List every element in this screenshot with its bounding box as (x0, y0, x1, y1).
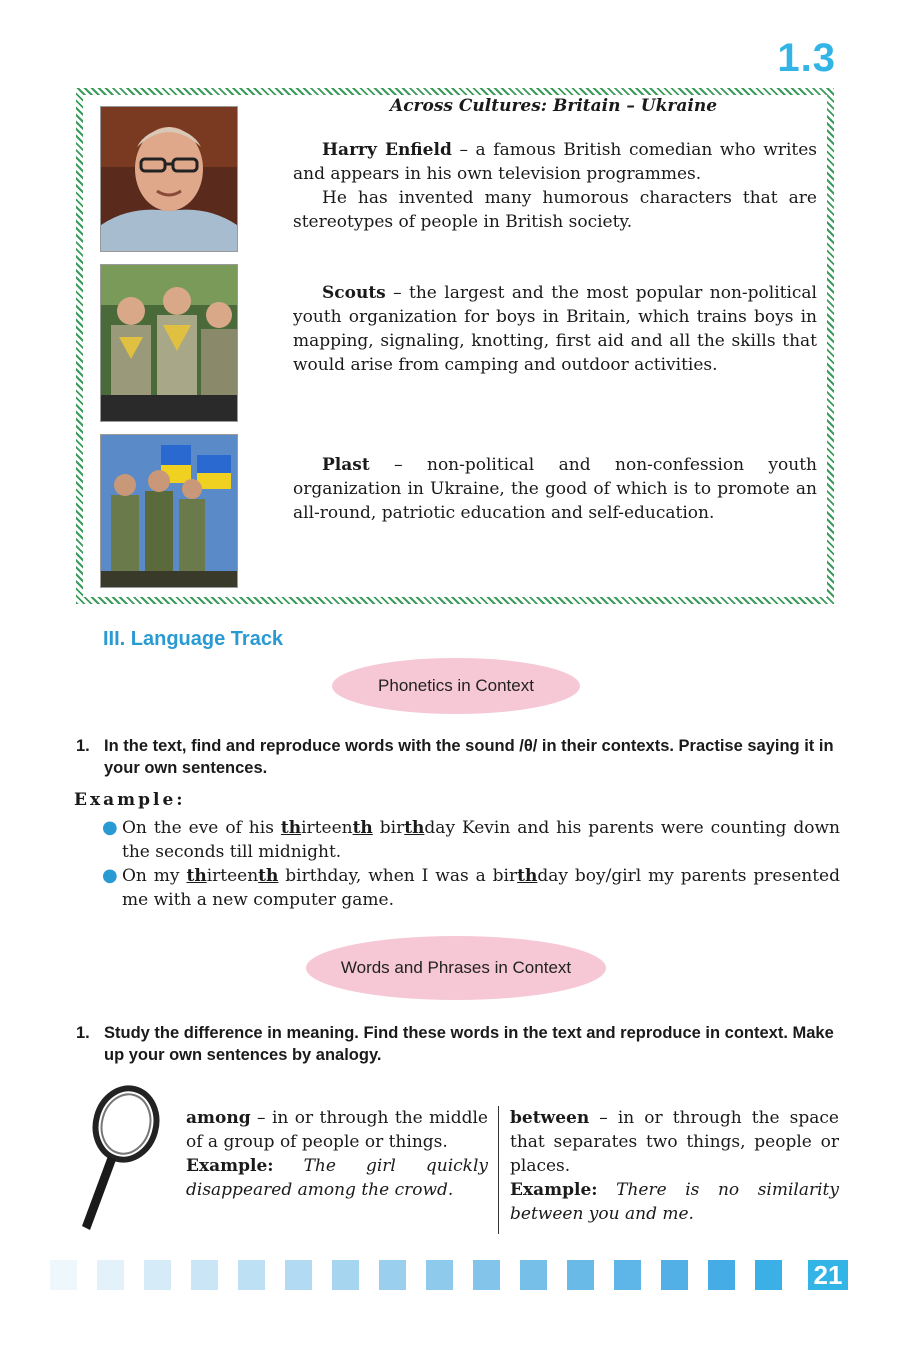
entry-definition-continued: He has invented many humorous characters that are stereotypes of people in British society. (293, 188, 817, 232)
def-example-label: Example: (510, 1180, 598, 1200)
bullet-icon: ● (102, 865, 118, 886)
scouts-photo (100, 264, 238, 422)
footer-square (426, 1260, 453, 1290)
entry-term: Harry Enfield (322, 140, 452, 160)
footer-square (567, 1260, 594, 1290)
column-divider (498, 1106, 499, 1234)
words-phrases-pill: Words and Phrases in Context (306, 936, 606, 1000)
box-title: Across Cultures: Britain – Ukraine (390, 96, 718, 116)
footer-square (191, 1260, 218, 1290)
task-text: In the text, find and reproduce words with the sound /θ/ in their contexts. Practise saying it in your own sentences. (104, 737, 834, 777)
magnifier-icon (72, 1080, 164, 1232)
def-example-label: Example: (186, 1156, 274, 1176)
entry-definition: – a famous British comedian who writes and appears in his own television programmes. (293, 140, 817, 184)
entry-harry-enfield (293, 138, 817, 234)
entry-term: Plast (322, 455, 370, 475)
def-example-text: There is no similarity between you and me. (510, 1180, 839, 1224)
task-number: 1. (76, 1024, 90, 1042)
bullet-text: On the eve of his thirteenth birthday Kevin and his parents were counting down the seconds till midnight. (122, 818, 840, 862)
example-label: Example: (74, 790, 186, 810)
list-item (102, 816, 840, 864)
task-number: 1. (76, 737, 90, 755)
footer-square (144, 1260, 171, 1290)
footer-square (614, 1260, 641, 1290)
plast-photo (100, 434, 238, 588)
entry-scouts (293, 281, 817, 377)
def-example-text: The girl quickly disappeared among the crowd. (186, 1156, 488, 1200)
definition-among (186, 1106, 488, 1202)
footer-square (755, 1260, 782, 1290)
task-text: Study the difference in meaning. Find these words in the text and reproduce in context. Make up your own sentences by analogy. (104, 1024, 834, 1064)
footer-decoration (50, 1260, 782, 1290)
phonetics-pill: Phonetics in Context (332, 658, 580, 714)
page-number: 21 (808, 1260, 848, 1290)
footer-square (332, 1260, 359, 1290)
def-text: – in or through the space that separates two things, people or places. (510, 1108, 839, 1176)
footer-square (238, 1260, 265, 1290)
entry-term: Scouts (322, 283, 386, 303)
footer-square (520, 1260, 547, 1290)
def-term: among (186, 1108, 251, 1128)
definition-between (510, 1106, 839, 1226)
footer-square (50, 1260, 77, 1290)
def-text: – in or through the middle of a group of people or things. (186, 1108, 488, 1152)
footer-square (379, 1260, 406, 1290)
entry-plast (293, 453, 817, 525)
section-heading: III. Language Track (103, 628, 284, 650)
harry-enfield-photo (100, 106, 238, 252)
footer-square (97, 1260, 124, 1290)
list-item (102, 864, 840, 912)
example-bullets (102, 816, 840, 912)
unit-label: 1.3 (777, 36, 836, 80)
words-task (76, 1022, 840, 1066)
entry-definition: – the largest and the most popular non-political youth organization for boys in Britain, which trains boys in mapping, signaling, knotting, first aid and all the skills that would arise from camping and outdoor activities. (293, 283, 817, 375)
footer-square (708, 1260, 735, 1290)
footer-square (473, 1260, 500, 1290)
def-term: between (510, 1108, 590, 1128)
entry-definition: – non-political and non-confession youth organization in Ukraine, the good of which is to promote an all-round, patriotic education and self-education. (293, 455, 817, 523)
bullet-text: On my thirteenth birthday, when I was a birthday boy/girl my parents presented me with a new computer game. (122, 866, 840, 910)
footer-square (661, 1260, 688, 1290)
footer-square (285, 1260, 312, 1290)
phonetics-task (76, 735, 840, 779)
bullet-icon: ● (102, 817, 118, 838)
